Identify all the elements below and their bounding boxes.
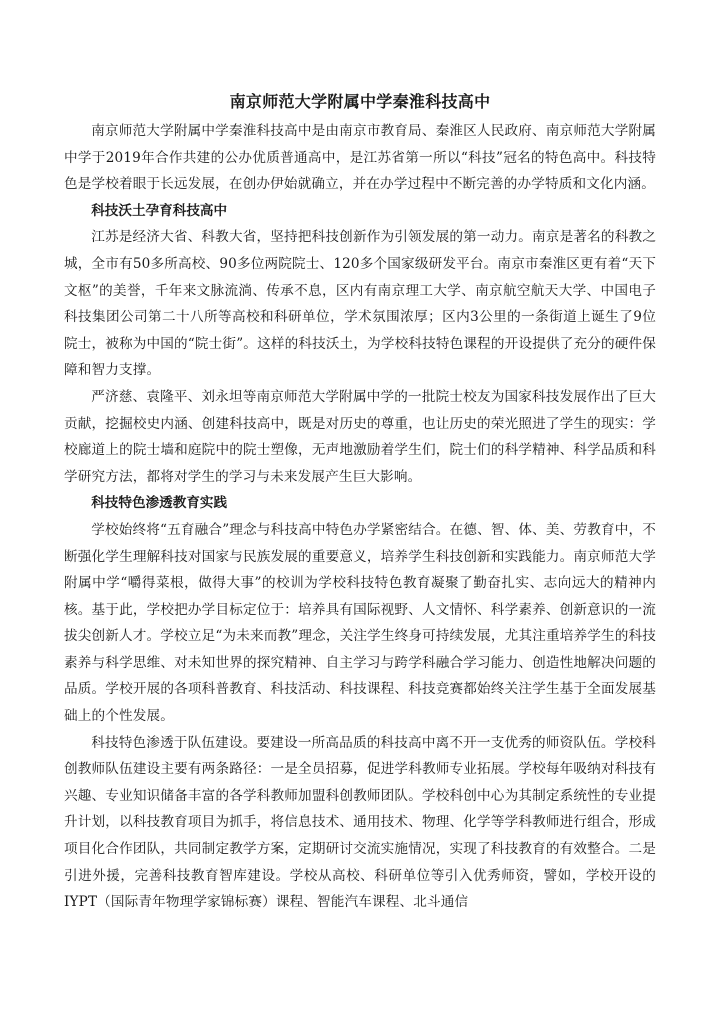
- section-heading-tech-practice: 科技特色渗透教育实践: [91, 495, 228, 512]
- section1-paragraph-1: 江苏是经济大省、科教大省，坚持把科技创新作为引领发展的第一动力。南京是著名的科教之城，全市有50多所高校、90多位两院院士、120多个国家级研发平台。南京市秦淮区更有着“天下文枢”的美誉，千年来文脉流淌、传承不息，区内有南京理工大学、南京航空航天大学、中国电子科技集团公司第二十八所等高校和科研单位，学术氛围浓厚；区内3公里的一条街道上诞生了9位院士，被称为中国的“院士街”。这样的科技沃土，为学校科技特色课程的开设提供了充分的硬件保障和智力支撑。: [64, 229, 656, 379]
- section2-paragraph-1: 学校始终将“五育融合”理念与科技高中特色办学紧密结合。在德、智、体、美、劳教育中，不断强化学生理解科技对国家与民族发展的重要意义，培养学生科技创新和实践能力。南京师范大学附属中学“嚼得菜根，做得大事”的校训为学校科技特色教育凝聚了勤奋扎实、志向远大的精神内核。基于此，学校把办学目标定位于：培养具有国际视野、人文情怀、科学素养、创新意识的一流拔尖创新人才。学校立足“为未来而教”理念，关注学生终身可持续发展，尤其注重培养学生的科技素养与科学思维、对未知世界的探究精神、自主学习与跨学科融合学习能力、创造性地解决问题的品质。学校开展的各项科普教育、科技活动、科技课程、科技竞赛都始终关注学生基于全面发展基础上的个性发展。: [64, 521, 656, 725]
- intro-paragraph: 南京师范大学附属中学秦淮科技高中是由南京市教育局、秦淮区人民政府、南京师范大学附属中学于2019年合作共建的公办优质普通高中，是江苏省第一所以“科技”冠名的特色高中。科技特色是学校着眼于长远发展，在创办伊始就确立，并在办学过程中不断完善的办学特质和文化内涵。: [64, 123, 656, 193]
- document-title: 南京师范大学附属中学秦淮科技高中: [229, 92, 491, 111]
- section1-paragraph-2: 严济慈、袁隆平、刘永坦等南京师范大学附属中学的一批院士校友为国家科技发展作出了巨大贡献，挖掘校史内涵、创建科技高中，既是对历史的尊重，也让历史的荣光照进了学生的现实：学校廊道上的院士墙和庭院中的院士塑像，无声地激励着学生们，院士们的科学精神、科学品质和科学研究方法，都将对学生的学习与未来发展产生巨大影响。: [64, 388, 656, 485]
- section-heading-tech-soil: 科技沃土孕育科技高中: [91, 202, 228, 219]
- section2-paragraph-2: 科技特色渗透于队伍建设。要建设一所高品质的科技高中离不开一支优秀的师资队伍。学校科创教师队伍建设主要有两条路径：一是全员招募，促进学科教师专业拓展。学校每年吸纳对科技有兴趣、专业知识储备丰富的各学科教师加盟科创教师团队。学校科创中心为其制定系统性的专业提升计划，以科技教育项目为抓手，将信息技术、通用技术、物理、化学等学科教师进行组合，形成项目化合作团队，共同制定教学方案，定期研讨交流实施情况，实现了科技教育的有效整合。二是引进外援，完善科技教育智库建设。学校从高校、科研单位等引入优秀师资，譬如，学校开设的IYPT（国际青年物理学家锦标赛）课程、智能汽车课程、北斗通信: [64, 734, 656, 911]
- document-page: [64, 90, 656, 916]
